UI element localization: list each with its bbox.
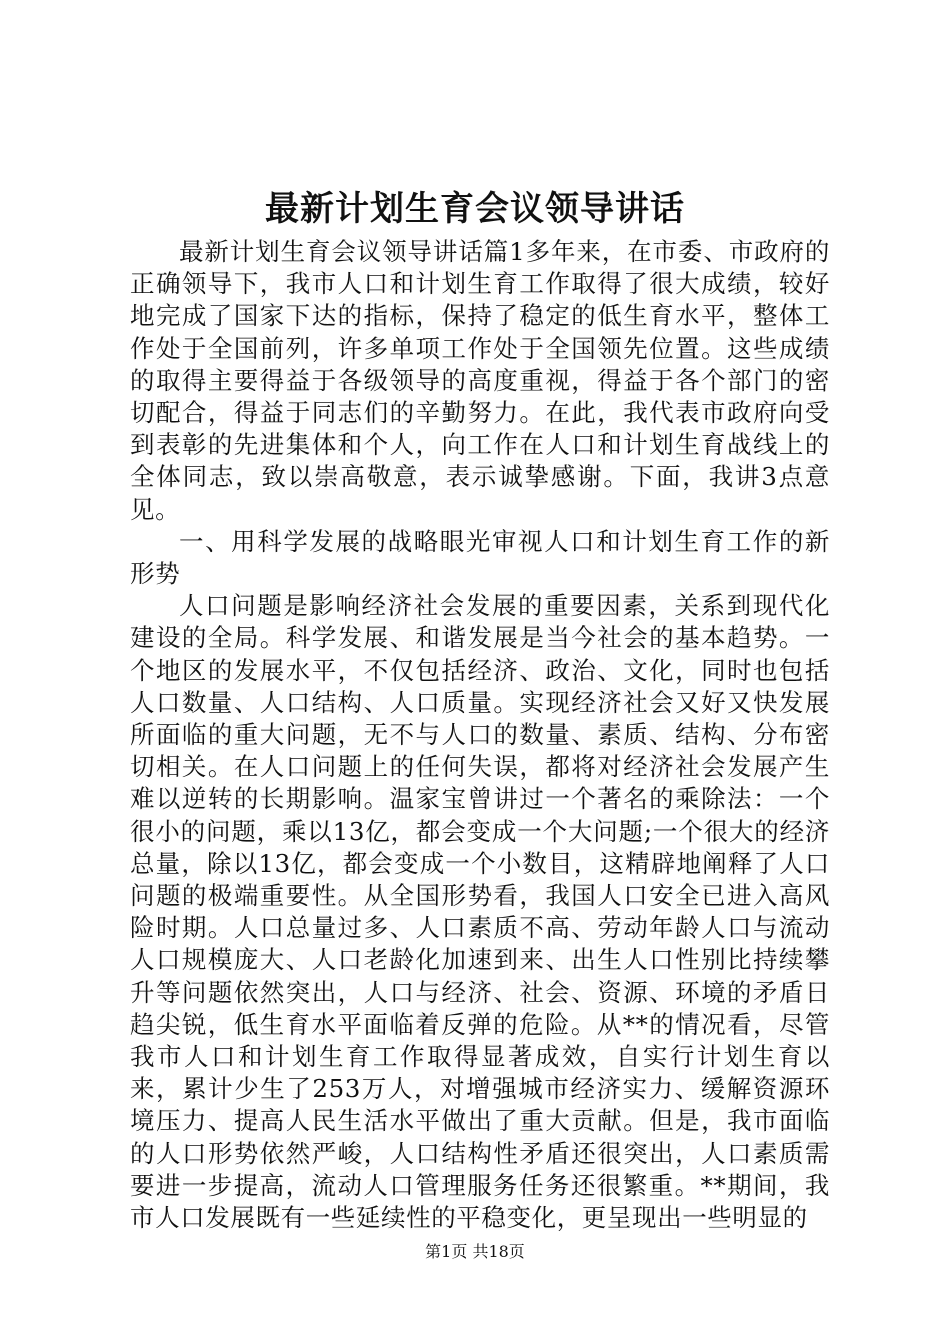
page-number-footer: 第1页 共18页 <box>425 1242 525 1261</box>
paragraph-intro: 最新计划生育会议领导讲话篇1多年来，在市委、市政府的正确领导下，我市人口和计划生育工作取得了很大成绩，较好地完成了国家下达的指标，保持了稳定的低生育水平，整体工作处于全国前列，许多单项工作处于全国领先位置。这些成绩的取得主要得益于各级领导的高度重视，得益于各个部门的密切配合，得益于同志们的辛勤努力。在此，我代表市政府向受到表彰的先进集体和个人，向工作在人口和计划生育战线上的全体同志，致以崇高敬意，表示诚挚感谢。下面，我讲3点意见。 <box>130 237 830 524</box>
paragraph-population: 人口问题是影响经济社会发展的重要因素，关系到现代化建设的全局。科学发展、和谐发展是当今社会的基本趋势。一个地区的发展水平，不仅包括经济、政治、文化，同时也包括人口数量、人口结构、人口质量。实现经济社会又好又快发展所面临的重大问题，无不与人口的数量、素质、结构、分布密切相关。在人口问题上的任何失误，都将对经济社会发展产生难以逆转的长期影响。温家宝曾讲过一个著名的乘除法：一个很小的问题，乘以13亿，都会变成一个大问题;一个很大的经济总量，除以13亿，都会变成一个小数目，这精辟地阐释了人口问题的极端重要性。从全国形势看，我国人口安全已进入高风险时期。人口总量过多、人口素质不高、劳动年龄人口与流动人口规模庞大、人口老龄化加速到来、出生人口性别比持续攀升等问题依然突出，人口与经济、社会、资源、环境的矛盾日趋尖锐，低生育水平面临着反弹的危险。从**的情况看，尽管我市人口和计划生育工作取得显著成效，自实行计划生育以来，累计少生了253万人，对增强城市经济实力、缓解资源环境压力、提高人民生活水平做出了重大贡献。但是，我市面临的人口形势依然严峻，人口结构性矛盾还很突出，人口素质需要进一步提高，流动人口管理服务任务还很繁重。**期间，我市人口发展既有一些延续性的平稳变化，更呈现出一些明显的 <box>130 591 830 1233</box>
document-body <box>130 236 830 1234</box>
section-heading: 一、用科学发展的战略眼光审视人口和计划生育工作的新形势 <box>130 526 830 589</box>
document-title: 最新计划生育会议领导讲话 <box>265 189 685 229</box>
